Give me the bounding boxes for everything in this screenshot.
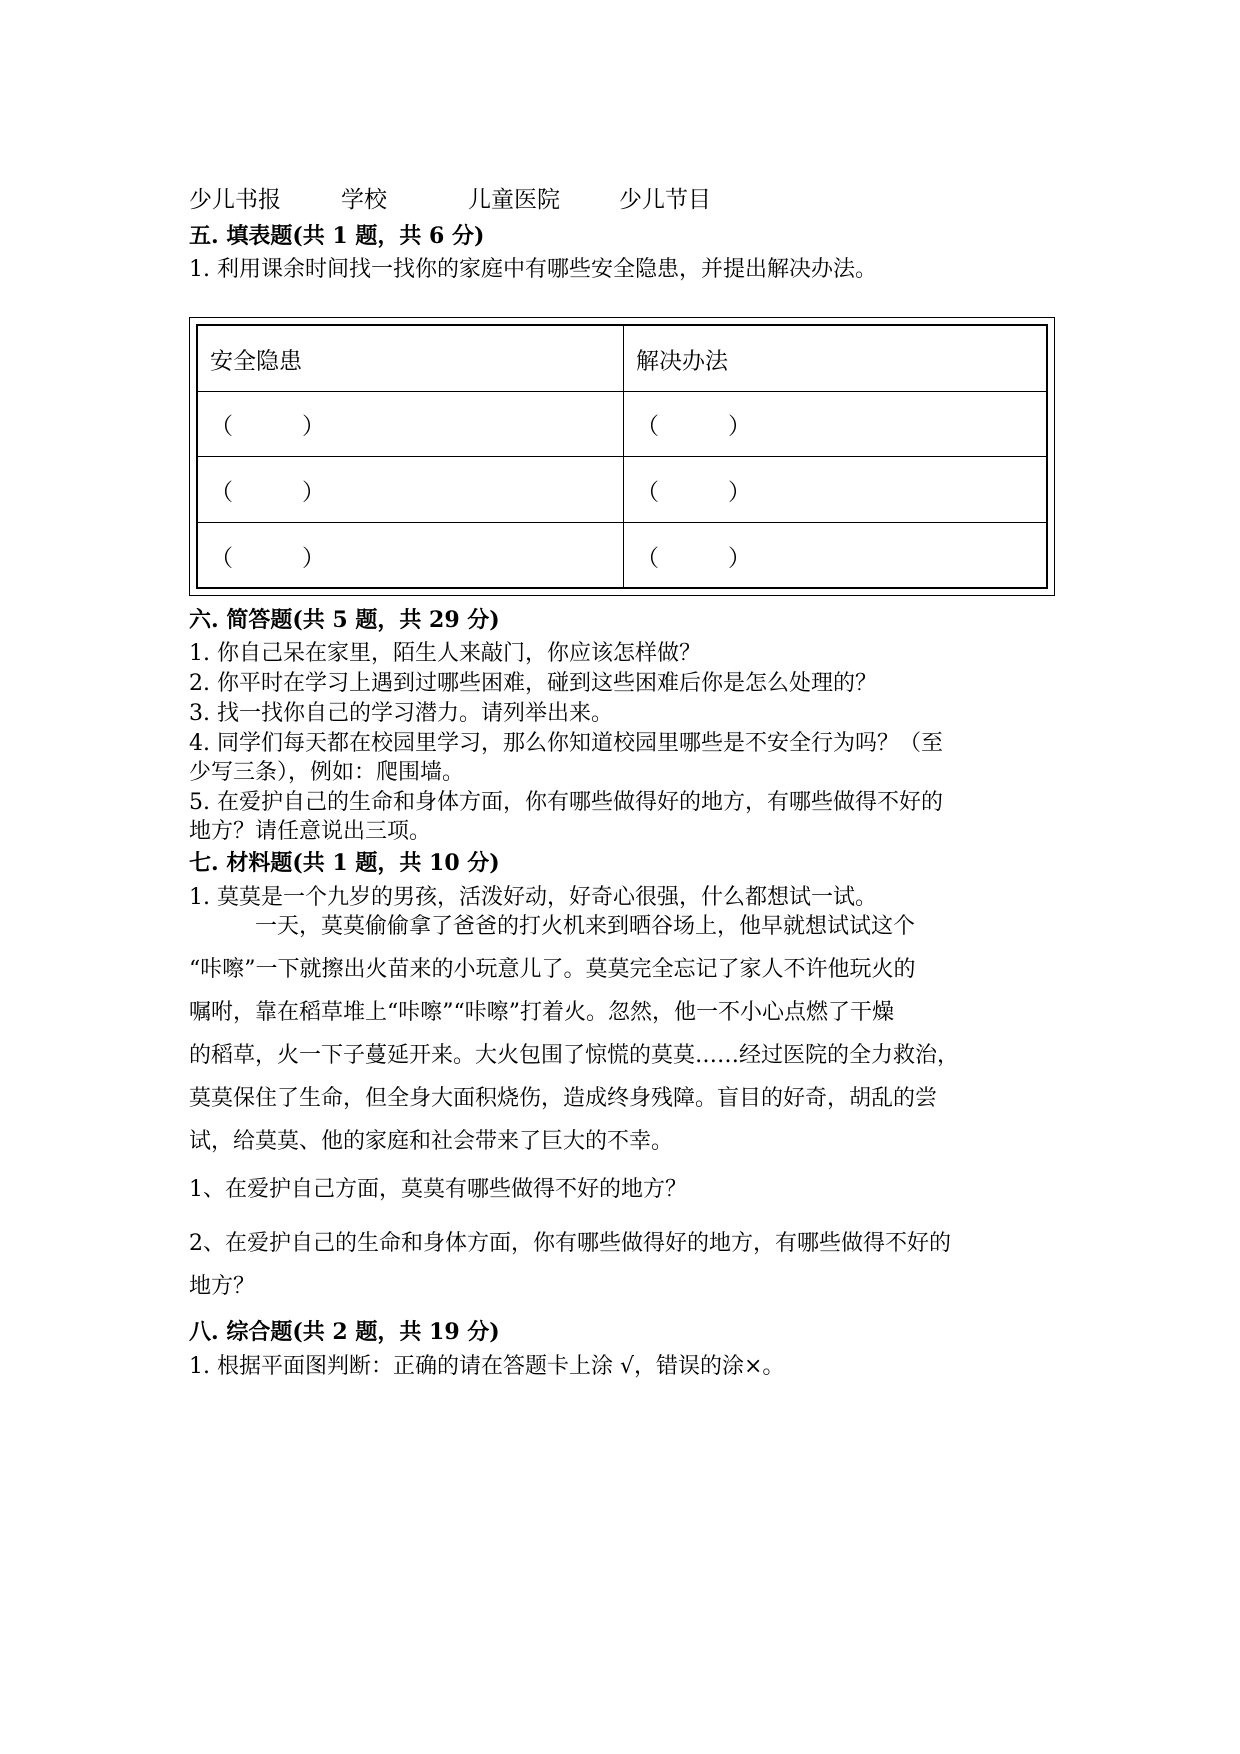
options-row (189, 186, 889, 216)
section5-title: 五. 填表题(共 1 题，共 6 分) (189, 223, 485, 249)
section6-question-4-line2: 少写三条），例如：爬围墙。 (189, 760, 465, 785)
table-cell[interactable] (198, 392, 624, 456)
section6-title: 六. 简答题(共 5 题，共 29 分) (189, 607, 500, 633)
passage-line: 嘱咐，靠在稻草堆上“咔嚓”“咔嚓”打着火。忽然，他一不小心点燃了干燥 (189, 1000, 894, 1025)
option-2: 学校 (341, 187, 387, 213)
table-cell[interactable] (624, 457, 1046, 522)
section6-question-4-line1: 4. 同学们每天都在校园里学习，那么你知道校园里哪些是不安全行为吗？（至 (189, 731, 943, 756)
table-header-cell (198, 326, 624, 391)
table-row (198, 457, 1046, 523)
table-cell[interactable] (198, 523, 624, 589)
section7-question-1: 1. 莫莫是一个九岁的男孩，活泼好动，好奇心很强，什么都想试一试。 (189, 885, 877, 910)
answer-blank: （ ） (210, 545, 325, 572)
section7-subquestion-1: 1、在爱护自己方面，莫莫有哪些做得不好的地方？ (189, 1177, 687, 1202)
header-solution: 解决办法 (636, 348, 728, 374)
answer-blank: （ ） (210, 413, 325, 440)
option-4: 少儿节目 (619, 187, 711, 213)
section6-question-5-line1: 5. 在爱护自己的生命和身体方面，你有哪些做得好的地方，有哪些做得不好的 (189, 790, 943, 815)
hazard-table-grid (196, 324, 1048, 589)
section6-question-1: 1. 你自己呆在家里，陌生人来敲门，你应该怎样做？ (189, 641, 701, 666)
material-passage (189, 905, 1059, 1163)
passage-line: 试，给莫莫、他的家庭和社会带来了巨大的不幸。 (189, 1129, 674, 1154)
answer-blank: （ ） (636, 413, 751, 440)
answer-blank: （ ） (636, 545, 751, 572)
passage-line: “咔嚓”一下就擦出火苗来的小玩意儿了。莫莫完全忘记了家人不许他玩火的 (189, 957, 916, 982)
section7-subquestion-2-line1: 2、在爱护自己的生命和身体方面，你有哪些做得好的地方，有哪些做得不好的 (189, 1231, 951, 1256)
table-cell[interactable] (624, 523, 1046, 589)
table-header-cell (624, 326, 1046, 391)
passage-line: 的稻草，火一下子蔓延开来。大火包围了惊慌的莫莫……经过医院的全力救治， (189, 1043, 960, 1068)
answer-blank: （ ） (210, 479, 325, 505)
answer-blank: （ ） (636, 479, 751, 505)
section6-question-5-line2: 地方？请任意说出三项。 (189, 819, 432, 844)
table-row (198, 392, 1046, 457)
table-cell[interactable] (198, 457, 624, 522)
section6-question-2: 2. 你平时在学习上遇到过哪些困难，碰到这些困难后你是怎么处理的？ (189, 671, 877, 696)
section7-title: 七. 材料题(共 1 题，共 10 分) (189, 850, 500, 876)
passage-line: 莫莫保住了生命，但全身大面积烧伤，造成终身残障。盲目的好奇，胡乱的尝 (189, 1086, 938, 1111)
section6-question-3: 3. 找一找你自己的学习潜力。请列举出来。 (189, 701, 613, 726)
option-3: 儿童医院 (468, 187, 560, 213)
passage-line: 一天，莫莫偷偷拿了爸爸的打火机来到晒谷场上，他早就想试试这个 (189, 914, 916, 939)
section5-question-1: 1. 利用课余时间找一找你的家庭中有哪些安全隐患，并提出解决办法。 (189, 257, 877, 282)
section8-question-1: 1. 根据平面图判断：正确的请在答题卡上涂 √，错误的涂×。 (189, 1354, 785, 1379)
hazard-table (189, 317, 1055, 596)
section8-title: 八. 综合题(共 2 题，共 19 分) (189, 1319, 500, 1345)
section7-subquestion-2-line2: 地方？ (189, 1274, 256, 1299)
table-row (198, 523, 1046, 589)
table-cell[interactable] (624, 392, 1046, 456)
option-1: 少儿书报 (189, 187, 281, 213)
table-header-row (198, 326, 1046, 392)
header-hazard: 安全隐患 (210, 348, 302, 374)
